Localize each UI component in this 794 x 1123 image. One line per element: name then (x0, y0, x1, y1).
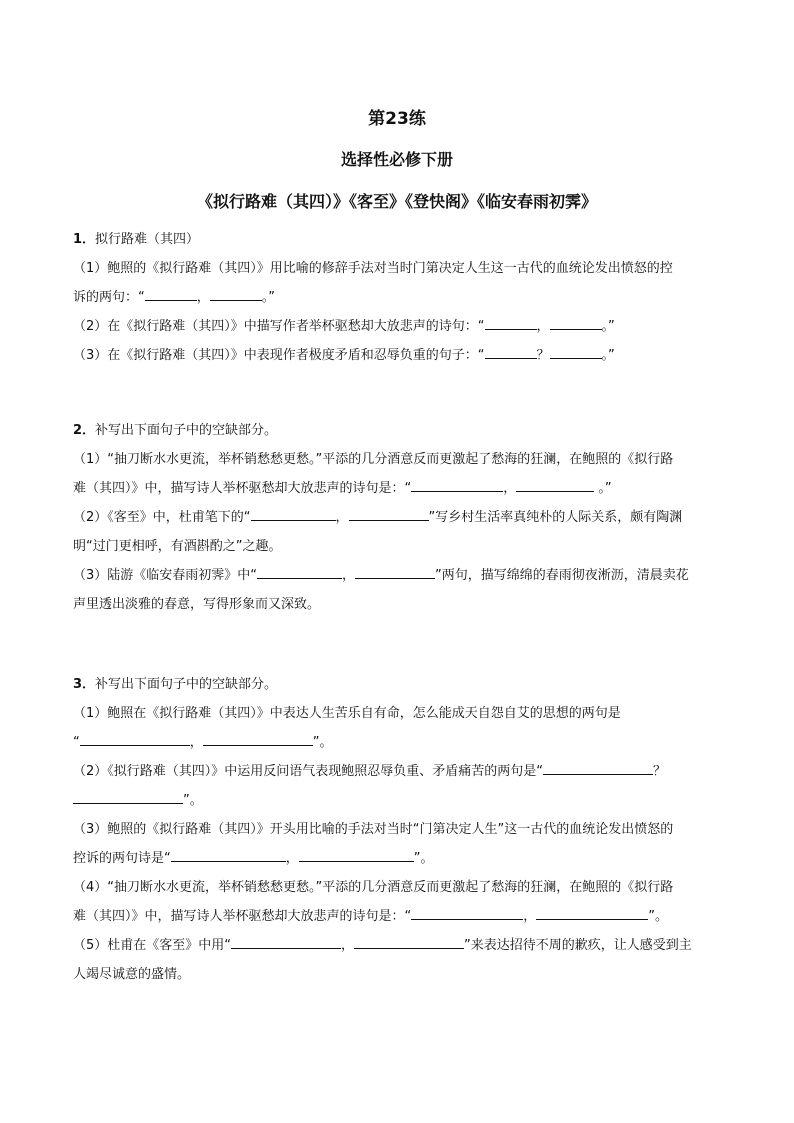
answer-blank[interactable] (411, 476, 503, 492)
answer-blank[interactable] (251, 505, 336, 521)
answer-blank[interactable] (231, 933, 341, 949)
punct: ， (342, 568, 356, 583)
q2-item-3-text-c: 声里透出淡雅的春意，写得形象而又深致。 (73, 597, 321, 612)
q1-item-1-line-2 (73, 283, 733, 312)
q3-item-3-line-1 (73, 815, 733, 844)
q3-item-3-line-2 (73, 844, 733, 873)
question-2-number: 2． (73, 423, 96, 438)
q2-item-2-text-b: ”写乡村生活率真纯朴的人际关系，颇有陶渊 (428, 510, 683, 525)
answer-blank[interactable] (550, 343, 602, 359)
q2-item-2-text-a: （2）《客至》中，杜甫笔下的“ (73, 510, 251, 525)
q2-item-2-text-c: 明“过门更相呼，有酒斟酌之”之趣。 (73, 539, 282, 554)
punct: ， (523, 909, 537, 924)
punct: ”。 (413, 851, 434, 866)
question-3-title: 补写出下面句子中的空缺部分。 (95, 677, 278, 692)
q3-item-3-text-a: 控诉的两句诗是“ (73, 851, 171, 866)
question-3-heading (73, 670, 733, 699)
question-1-title: 拟行路难（其四） (95, 232, 200, 247)
answer-blank[interactable] (516, 476, 594, 492)
q2-item-3-line-1 (73, 561, 733, 590)
punct: ”。 (312, 735, 333, 750)
answer-blank[interactable] (257, 563, 342, 579)
answer-blank[interactable] (349, 505, 429, 521)
q1-item-1-text: （1）鲍照的《拟行路难（其四）》用比喻的修辞手法对当时门第决定人生这一古代的血统论发出愤怒的控 (73, 261, 673, 276)
lesson-title: 第23练 (368, 109, 426, 129)
q2-item-1-line-1 (73, 445, 733, 474)
answer-blank[interactable] (485, 314, 537, 330)
poems-title: 《拟行路难（其四）》《客至》《登快阁》《临安春雨初霁》 (196, 192, 597, 211)
answer-blank[interactable] (354, 933, 464, 949)
answer-blank[interactable] (299, 846, 414, 862)
q3-item-5-text-c: 人竭尽诚意的盛情。 (73, 967, 191, 982)
question-2-title: 补写出下面句子中的空缺部分。 (95, 423, 278, 438)
punct: ， (189, 735, 203, 750)
answer-blank[interactable] (355, 563, 435, 579)
answer-blank[interactable] (80, 730, 190, 746)
answer-blank[interactable] (550, 314, 602, 330)
q3-item-4-line-2 (73, 902, 733, 931)
punct: ， (341, 938, 355, 953)
q2-item-3-text-a: （3）陆游《临安春雨初霁》中“ (73, 568, 258, 583)
punct: 。” (261, 290, 276, 305)
punct: ， (503, 481, 517, 496)
q1-item-2-text: （2）在《拟行路难（其四）》中描写作者举杯驱愁却大放悲声的诗句：“ (73, 319, 485, 334)
q1-item-3-text: （3）在《拟行路难（其四）》中表现作者极度矛盾和忍辱负重的句子：“ (73, 348, 485, 363)
punct: ， (285, 851, 299, 866)
answer-blank[interactable] (485, 343, 537, 359)
punct: ， (536, 319, 550, 334)
punct: 。” (594, 481, 612, 496)
answer-blank[interactable] (73, 788, 183, 804)
question-3-number: 3． (73, 677, 96, 692)
q1-item-3 (73, 341, 733, 370)
answer-blank[interactable] (145, 285, 197, 301)
q3-item-5-line-1 (73, 931, 733, 960)
q3-item-1-line-2 (73, 728, 733, 757)
q3-item-2-line-1 (73, 757, 733, 786)
punct: ， (335, 510, 349, 525)
book-title: 选择性必修下册 (340, 150, 453, 169)
q2-item-3-text-b: ”两句，描写绵绵的春雨彻夜淅沥，清晨卖花 (435, 568, 689, 583)
q1-item-1-line-1 (73, 254, 733, 283)
q2-item-1-line-2 (73, 474, 733, 503)
punct: 。” (601, 348, 615, 363)
answer-blank[interactable] (171, 846, 286, 862)
answer-blank[interactable] (210, 285, 262, 301)
answer-blank[interactable] (411, 904, 523, 920)
answer-blank[interactable] (536, 904, 648, 920)
q3-item-4-line-1 (73, 873, 733, 902)
answer-blank[interactable] (203, 730, 313, 746)
question-1 (73, 225, 733, 370)
punct: ”。 (183, 793, 203, 808)
q3-item-5-line-2 (73, 960, 733, 989)
q3-item-5-text-b: ”来表达招待不周的歉疚，让人感受到主 (464, 938, 692, 953)
question-3 (73, 670, 733, 989)
question-2 (73, 416, 733, 619)
q3-item-1-text: （1）鲍照在《拟行路难（其四）》中表达人生苦乐自有命，怎么能成天自怨自艾的思想的两句是 (73, 706, 621, 721)
q3-item-5-text-a: （5）杜甫在《客至》中用“ (73, 938, 232, 953)
punct: ？ (653, 764, 667, 779)
q2-item-3-line-2 (73, 590, 733, 619)
q3-item-1-line-1 (73, 699, 733, 728)
q2-item-2-line-1 (73, 503, 733, 532)
punct: ， (196, 290, 210, 305)
q3-item-4-text-a: 难（其四）》中，描写诗人举杯驱愁却大放悲声的诗句是：“ (73, 909, 412, 924)
question-1-heading (73, 225, 733, 254)
q2-item-1-text: （1）“抽刀断水水更流，举杯销愁愁更愁。”平添的几分酒意反而更激起了愁海的狂澜，在鲍照的《拟行路 (73, 452, 674, 467)
punct: ？ (536, 348, 550, 363)
q3-item-2-text: （2）《拟行路难（其四）》中运用反问语气表现鲍照忍辱负重、矛盾痛苦的两句是“ (73, 764, 544, 779)
q1-item-2 (73, 312, 733, 341)
q3-item-3-text: （3）鲍照的《拟行路难（其四）》开头用比喻的手法对当时“门第决定人生”这一古代的血统论发出愤怒的 (73, 822, 674, 837)
q2-item-2-line-2 (73, 532, 733, 561)
punct: 。” (601, 319, 615, 334)
q2-item-1-text-a: 难（其四）》中，描写诗人举杯驱愁却大放悲声的诗句是：“ (73, 481, 412, 496)
q1-item-1-text-a: 诉的两句：“ (73, 290, 145, 305)
punct: “ (73, 735, 80, 750)
question-1-number: 1． (73, 232, 96, 247)
question-2-heading (73, 416, 733, 445)
punct: ”。 (648, 909, 669, 924)
q3-item-4-text: （4）“抽刀断水水更流，举杯销愁愁更愁。”平添的几分酒意反而更激起了愁海的狂澜，在鲍照的《拟行路 (73, 880, 674, 895)
q3-item-2-line-2 (73, 786, 733, 815)
answer-blank[interactable] (543, 759, 653, 775)
